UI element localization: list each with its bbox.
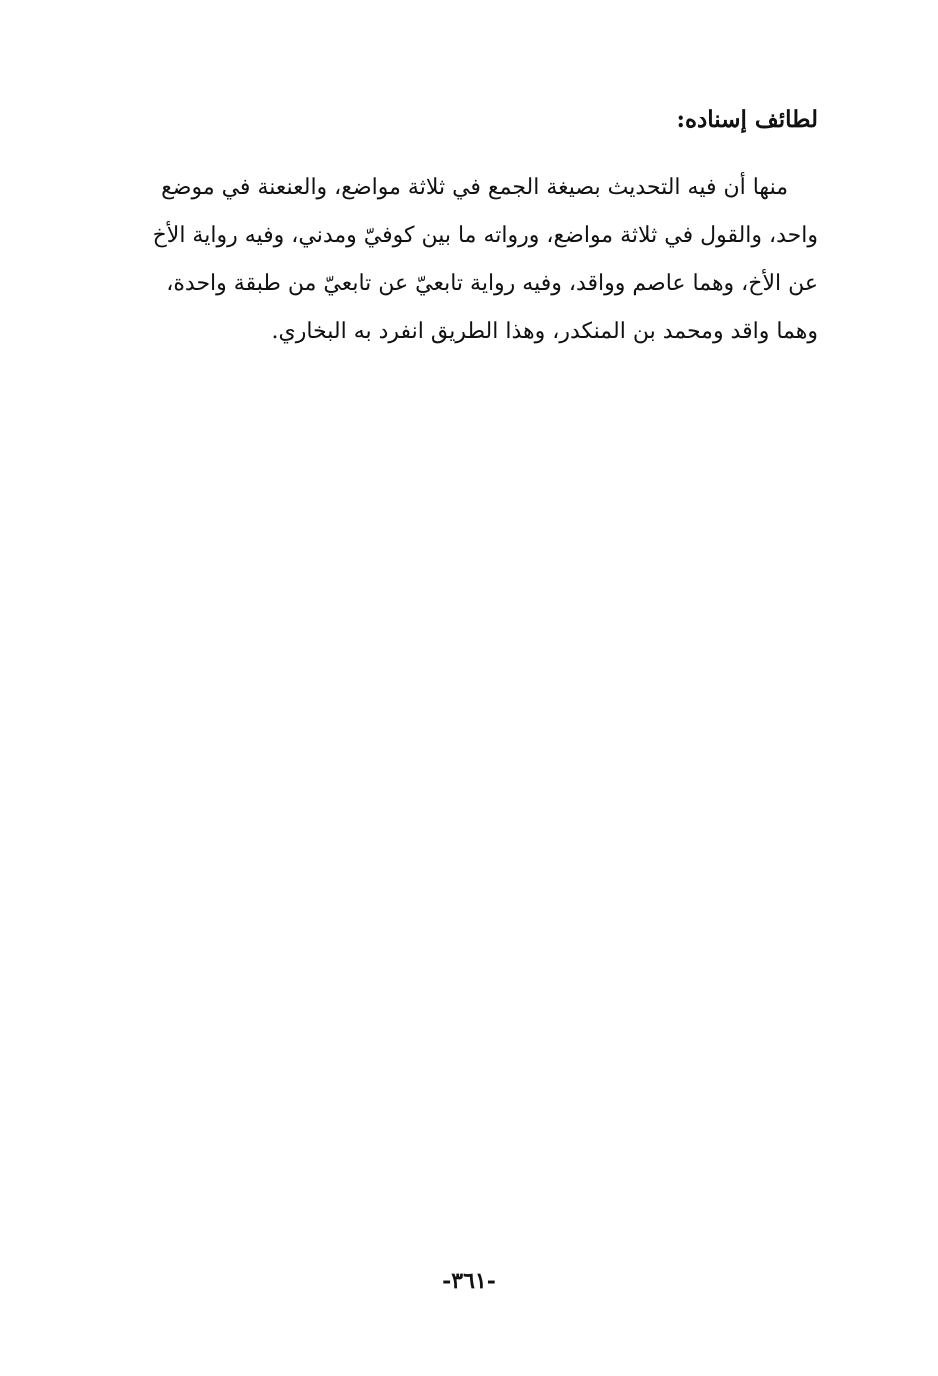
paragraph-line-4: وهما واقد ومحمد بن المنكدر، وهذا الطريق انفرد به البخاري. [271,319,818,344]
paragraph-line-1: منها أن فيه التحديث بصيغة الجمع في ثلاثة مواضع، والعنعنة في موضع [161,175,788,200]
paragraph-line-2: واحد، والقول في ثلاثة مواضع، ورواته ما بين كوفيّ ومدني، وفيه رواية الأخ [152,223,818,248]
paragraph-line-3: عن الأخ، وهما عاصم وواقد، وفيه رواية تابعيّ عن تابعيّ من طبقة واحدة، [166,271,818,296]
body-paragraph [150,164,818,356]
page-number: -٣٦١- [442,1268,496,1294]
section-heading: لطائف إسناده: [676,106,818,133]
